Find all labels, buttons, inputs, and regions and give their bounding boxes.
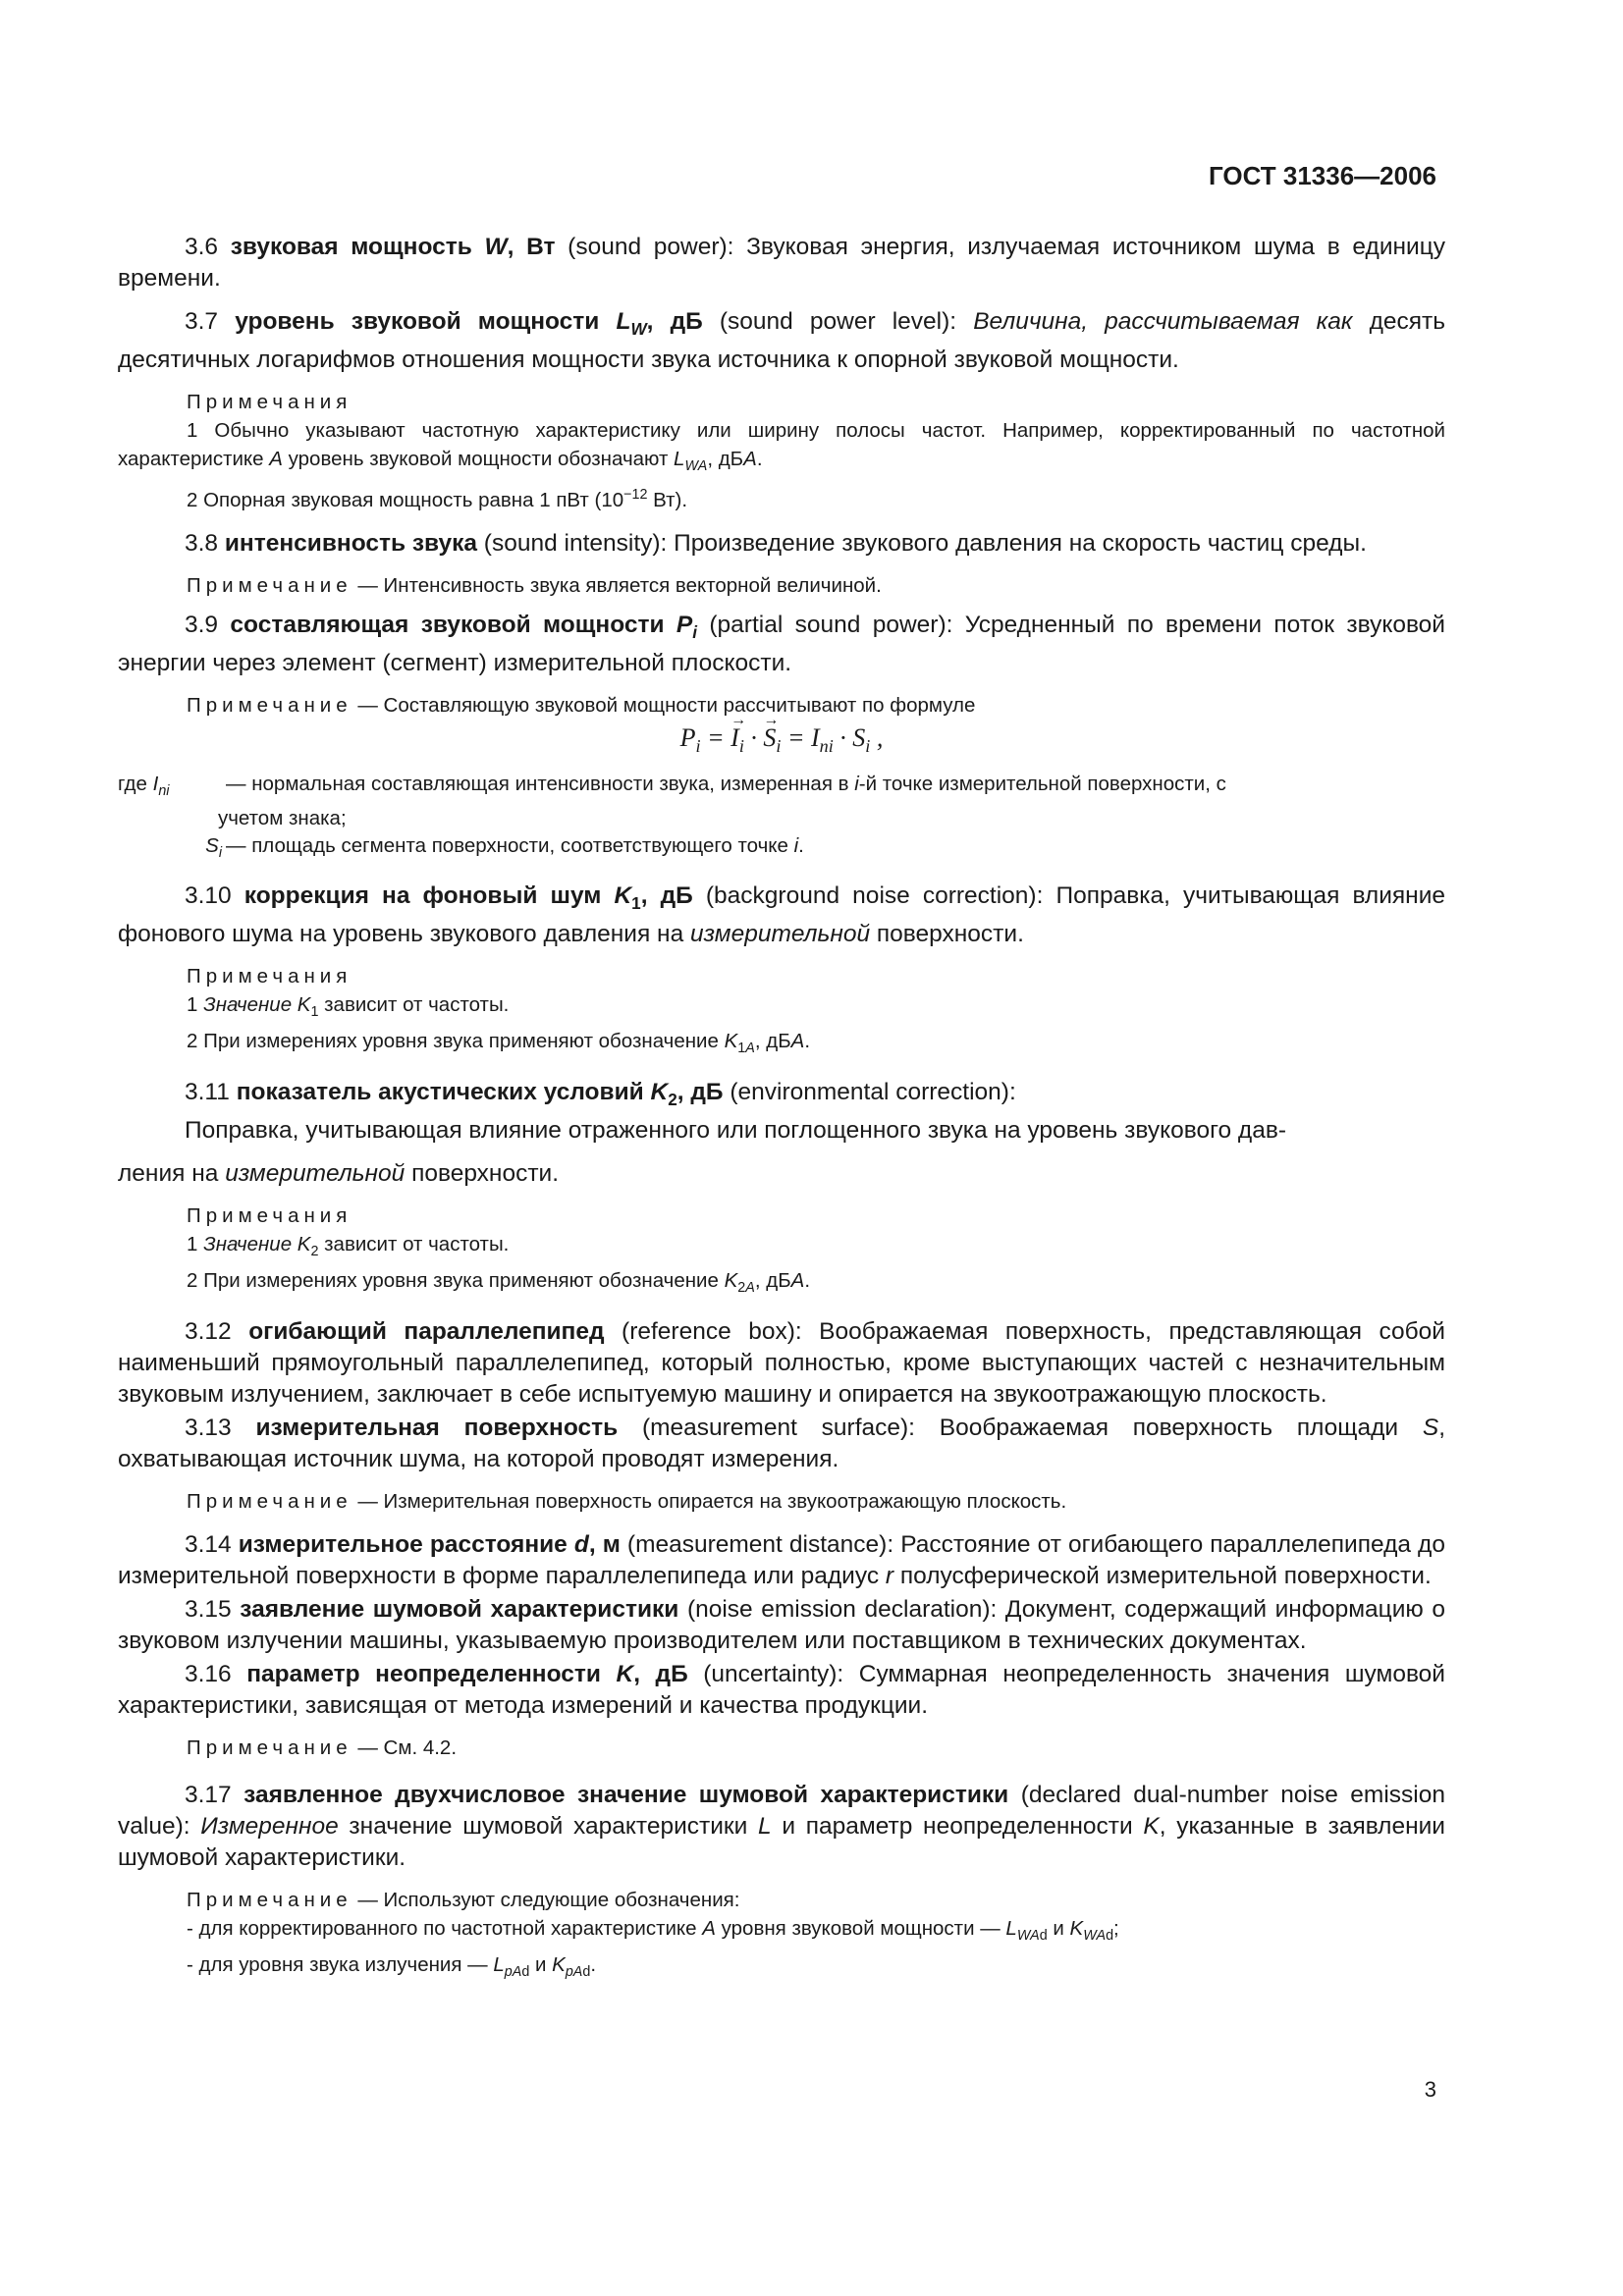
note-3-17-item-2: - для уровня звука излучения — $L_{pAd}$ и $K_{pAd}$. bbox=[187, 1953, 597, 1981]
notes-3-11: Примечания 1 Значение $K_2$ зависит от частоты. 2 При измерениях уровня звука применяют обозначение $K_{2A}$, дБА. bbox=[187, 1204, 811, 1297]
note-3-13: Примечание — Измерительная поверхность опирается на звукоотражающую плоскость. bbox=[187, 1490, 1067, 1514]
document-body bbox=[118, 232, 1445, 1987]
formula-partial-power: $P_i = I$ → $_i$ · S → $_i = I_{ni} \cdot S_i$ , bbox=[679, 711, 884, 756]
definition-3-6: 3.6 звуковая мощность W, Вт (sound power): Звуковая энергия, излучаемая источником шума в единицу времени. bbox=[118, 234, 1445, 292]
notes-3-7: Примечания 1 Обычно указывают частотную характеристику или ширину полосы частот. Например, корректированный по частотной характеристике А уровень звуковой мощности обозначают $L_{WA}$, дБА. 2 Опорная звуковая мощность равна 1 пВт ($10^{-12}$ Вт). bbox=[118, 390, 1445, 511]
notes-3-10: Примечания 1 Значение $K_1$ зависит от частоты. 2 При измерениях уровня звука применяют обозначение $K_{1A}$, дБА. bbox=[187, 964, 811, 1057]
definition-3-16: 3.16 параметр неопределенности K, дБ (uncertainty): Суммарная неопределенность значения шумовой характеристики, зависящая от метода измерений и качества продукции. bbox=[118, 1661, 1445, 1720]
definition-3-13: 3.13 измерительная поверхность (measurement surface): Воображаемая поверхность площади S, охватывающая источник шума, на которой проводят измерения. bbox=[118, 1415, 1445, 1473]
definition-3-17: 3.17 заявленное двухчисловое значение шумовой характеристики (declared dual-number noise emission value): Измеренное значение шумовой характеристики L и параметр неопределенности K, указанные в заявлении шумовой характеристики. bbox=[118, 1782, 1445, 1872]
note-3-17-item-1: - для корректированного по частотной характеристике А уровня звуковой мощности — $L_{WAd}$ и $K_{WAd}$; bbox=[187, 1917, 1119, 1945]
definition-3-11-body-2: ления на измерительной поверхности. bbox=[118, 1160, 560, 1188]
definition-3-11-body: Поправка, учитывающая влияние отраженного или поглощенного звука на уровень звукового дав- bbox=[185, 1117, 1286, 1145]
definition-3-11: 3.11 показатель акустических условий $K_2$, дБ (environmental correction): bbox=[185, 1079, 1016, 1110]
note-3-9: Примечание — Составляющую звуковой мощности рассчитывают по формуле bbox=[187, 693, 976, 717]
page-number: 3 bbox=[1424, 2077, 1436, 2102]
definition-3-14: 3.14 измерительное расстояние d, м (measurement distance): Расстояние от огибающего параллелепипеда до измерительной поверхности в форме параллелепипеда или радиус r полусферической измерительной поверхности. bbox=[118, 1531, 1445, 1590]
note-3-16: Примечание — См. 4.2. bbox=[187, 1736, 458, 1760]
document-header: ГОСТ 31336—2006 bbox=[1209, 161, 1436, 190]
formula-where-block: где $I_{ni}$ — нормальная составляющая интенсивности звука, измеренная в i-й точке измерительной поверхности, с учетом знака; $S_i$ — площадь сегмента поверхности, соответствующего точке i. bbox=[118, 772, 1226, 862]
note-3-8: Примечание — Интенсивность звука является векторной величиной. bbox=[187, 573, 882, 597]
note-3-17: Примечание — Используют следующие обозначения: bbox=[187, 1889, 740, 1912]
definition-3-15: 3.15 заявление шумовой характеристики (noise emission declaration): Документ, содержащий информацию о звуковом излучении машины, указываемую производителем или поставщиком в технических документах. bbox=[118, 1596, 1445, 1655]
definition-3-9: 3.9 составляющая звуковой мощности $P_i$ (partial sound power): Усредненный по времени поток звуковой энергии через элемент (сегмент) измерительной плоскости. bbox=[118, 611, 1445, 676]
definition-3-12: 3.12 огибающий параллелепипед (reference box): Воображаемая поверхность, представляющая собой наименьший прямоугольный параллелепипед, который полностью, кроме выступающих частей с незначительным звуковым излучением, заключает в себе испытуемую машину и опирается на звукоотражающую плоскость. bbox=[118, 1318, 1445, 1409]
definition-3-7: 3.7 уровень звуковой мощности $L_W$, дБ (sound power level): Величина, рассчитываемая как десять десятичных логарифмов отношения мощности звука источника к опорной звуковой мощности. bbox=[118, 308, 1445, 373]
definition-3-8: 3.8 интенсивность звука (sound intensity): Произведение звукового давления на скорость частиц среды. bbox=[185, 529, 1367, 557]
definition-3-10: 3.10 коррекция на фоновый шум $K_1$, дБ (background noise correction): Поправка, учитывающая влияние фонового шума на уровень звукового давления на измерительной поверхности. bbox=[118, 882, 1445, 947]
